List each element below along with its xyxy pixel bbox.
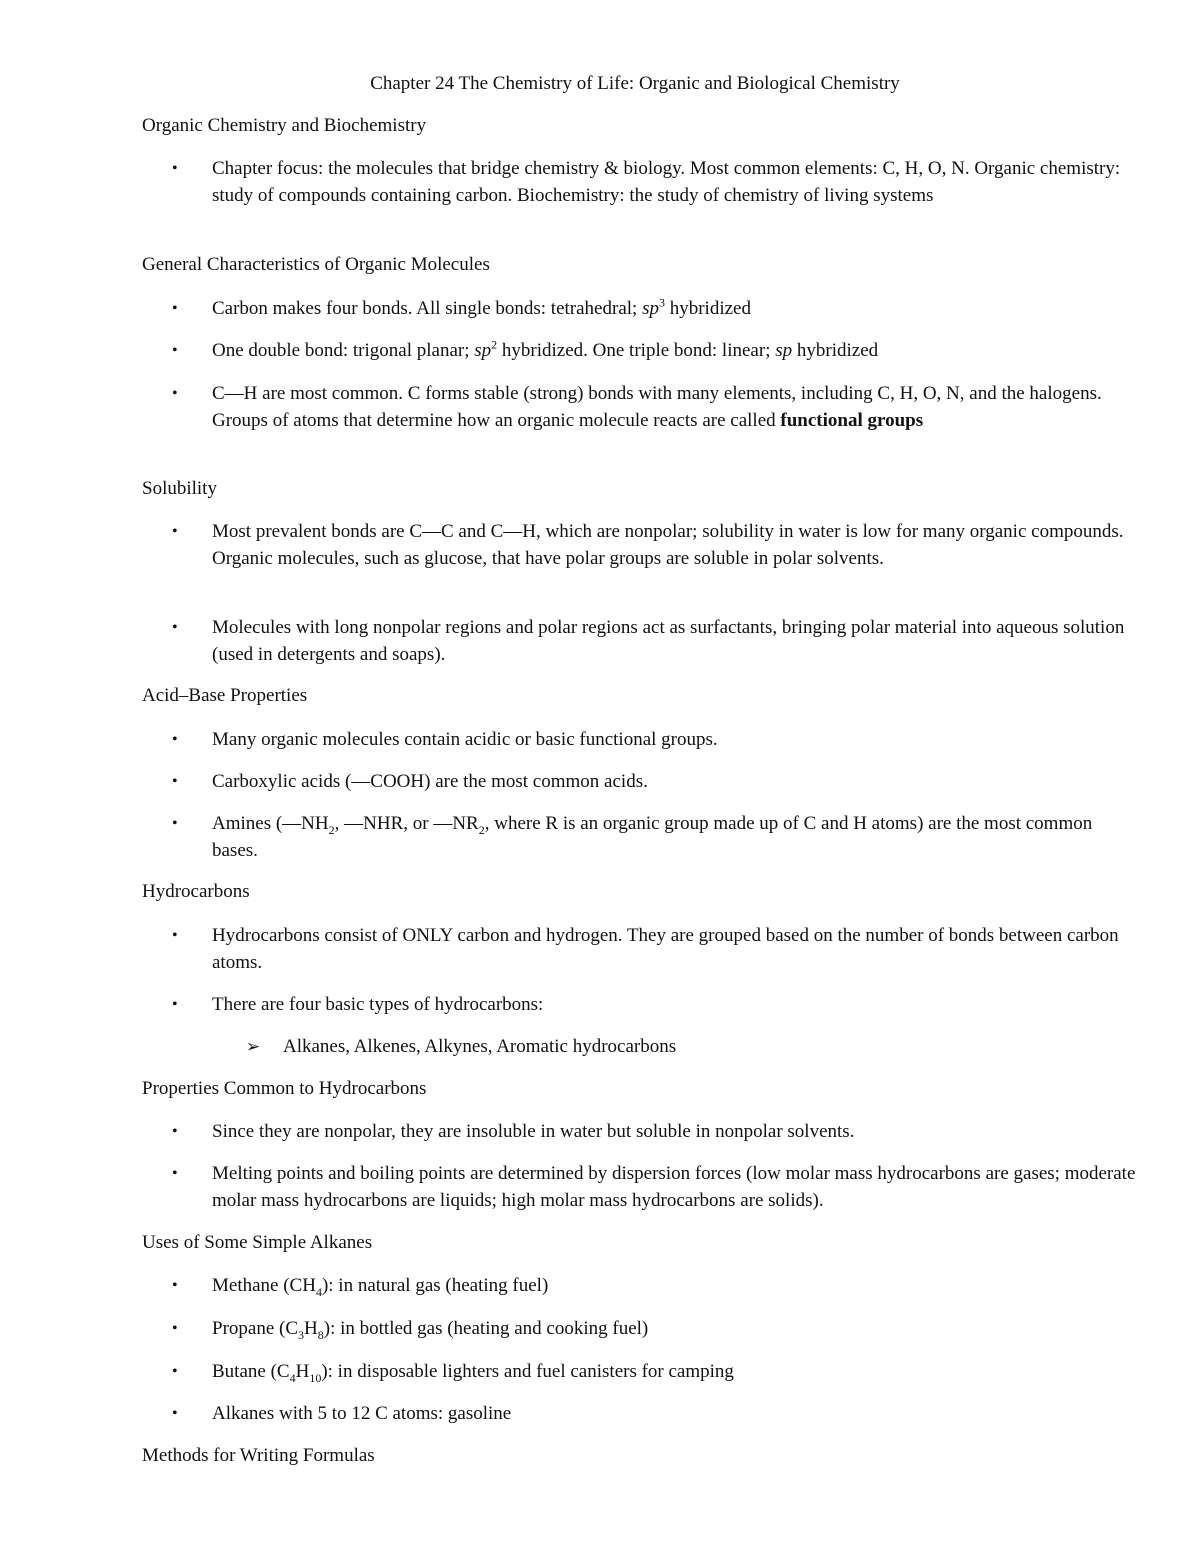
bullet-icon: •: [172, 300, 178, 317]
section-heading-uses-alkanes: Uses of Some Simple Alkanes: [142, 1232, 373, 1253]
list-item: Carbon makes four bonds. All single bonds: tetrahedral; $sp^3$ hybridized: [212, 295, 751, 319]
list-item: Molecules with long nonpolar regions and polar regions act as surfactants, bringing polar material into aqueous solution (used in detergents and soaps).: [212, 617, 1125, 665]
bullet-icon: •: [172, 1363, 178, 1380]
bullet-icon: •: [172, 385, 178, 402]
list-item: Melting points and boiling points are determined by dispersion forces (low molar mass hydrocarbons are gases; moderate molar mass hydrocarbons are liquids; high molar mass hydrocarbons are solids).: [212, 1163, 1136, 1211]
list-item: Carboxylic acids (—COOH) are the most common acids.: [212, 771, 648, 792]
list-item: Since they are nonpolar, they are insoluble in water but soluble in nonpolar solvents.: [212, 1121, 855, 1142]
section-heading-hydrocarbons: Hydrocarbons: [142, 881, 250, 902]
bullet-icon: •: [172, 773, 178, 790]
list-item: Many organic molecules contain acidic or basic functional groups.: [212, 729, 718, 750]
list-item: Chapter focus: the molecules that bridge chemistry & biology. Most common elements: C, H, O, N. Organic chemistry: study of compounds containing carbon. Biochemistry: the study of chemistry of living systems: [212, 158, 1121, 206]
list-item: Alkanes with 5 to 12 C atoms: gasoline: [212, 1403, 512, 1424]
list-item: Butane $(C_4H_{10})$: in disposable lighters and fuel canisters for camping: [212, 1361, 734, 1385]
sub-list-item: Alkanes, Alkenes, Alkynes, Aromatic hydrocarbons: [283, 1036, 677, 1057]
bullet-icon: •: [172, 927, 178, 944]
bullet-icon: •: [172, 619, 178, 636]
bullet-icon: •: [172, 815, 178, 832]
list-item: C—H are most common. C forms stable (strong) bonds with many elements, including C, H, O, N, and the halogens. Groups of atoms that determine how an organic molecule reacts are called functional groups: [212, 383, 1102, 431]
bullet-icon: •: [172, 160, 178, 177]
section-heading-properties-hydrocarbons: Properties Common to Hydrocarbons: [142, 1078, 427, 1099]
bullet-icon: •: [172, 1123, 178, 1140]
list-item: Most prevalent bonds are C—C and C—H, which are nonpolar; solubility in water is low for many organic compounds. Organic molecules, such as glucose, that have polar groups are soluble in polar solvents.: [212, 521, 1124, 569]
section-heading-organic-chemistry: Organic Chemistry and Biochemistry: [142, 115, 427, 136]
bullet-icon: •: [172, 1320, 178, 1337]
section-heading-general-characteristics: General Characteristics of Organic Molecules: [142, 254, 490, 275]
bullet-icon: •: [172, 523, 178, 540]
section-heading-acid-base: Acid–Base Properties: [142, 685, 308, 706]
bullet-icon: •: [172, 342, 178, 359]
list-item: Hydrocarbons consist of ONLY carbon and hydrogen. They are grouped based on the number of bonds between carbon atoms.: [212, 925, 1119, 973]
list-item: Methane $(CH_4)$: in natural gas (heating fuel): [212, 1275, 549, 1299]
list-item: One double bond: trigonal planar; $sp^2$ hybridized. One triple bond: linear; sp hybridized: [212, 337, 879, 361]
arrow-bullet-icon: ➢: [246, 1037, 261, 1056]
bullet-icon: •: [172, 996, 178, 1013]
bullet-icon: •: [172, 731, 178, 748]
list-item: There are four basic types of hydrocarbons:: [212, 994, 544, 1015]
list-item: Amines ($—NH_2$, —NHR, or $—NR_2$, where R is an organic group made up of C and H atoms) are the most common bases.: [212, 813, 1093, 861]
list-item: Propane $(C_3H_8)$: in bottled gas (heating and cooking fuel): [212, 1318, 649, 1342]
bullet-icon: •: [172, 1405, 178, 1422]
section-heading-solubility: Solubility: [142, 478, 217, 499]
bullet-icon: •: [172, 1277, 178, 1294]
section-heading-methods-formulas: Methods for Writing Formulas: [142, 1445, 375, 1466]
page-title: Chapter 24 The Chemistry of Life: Organic and Biological Chemistry: [370, 73, 900, 94]
bullet-icon: •: [172, 1165, 178, 1182]
